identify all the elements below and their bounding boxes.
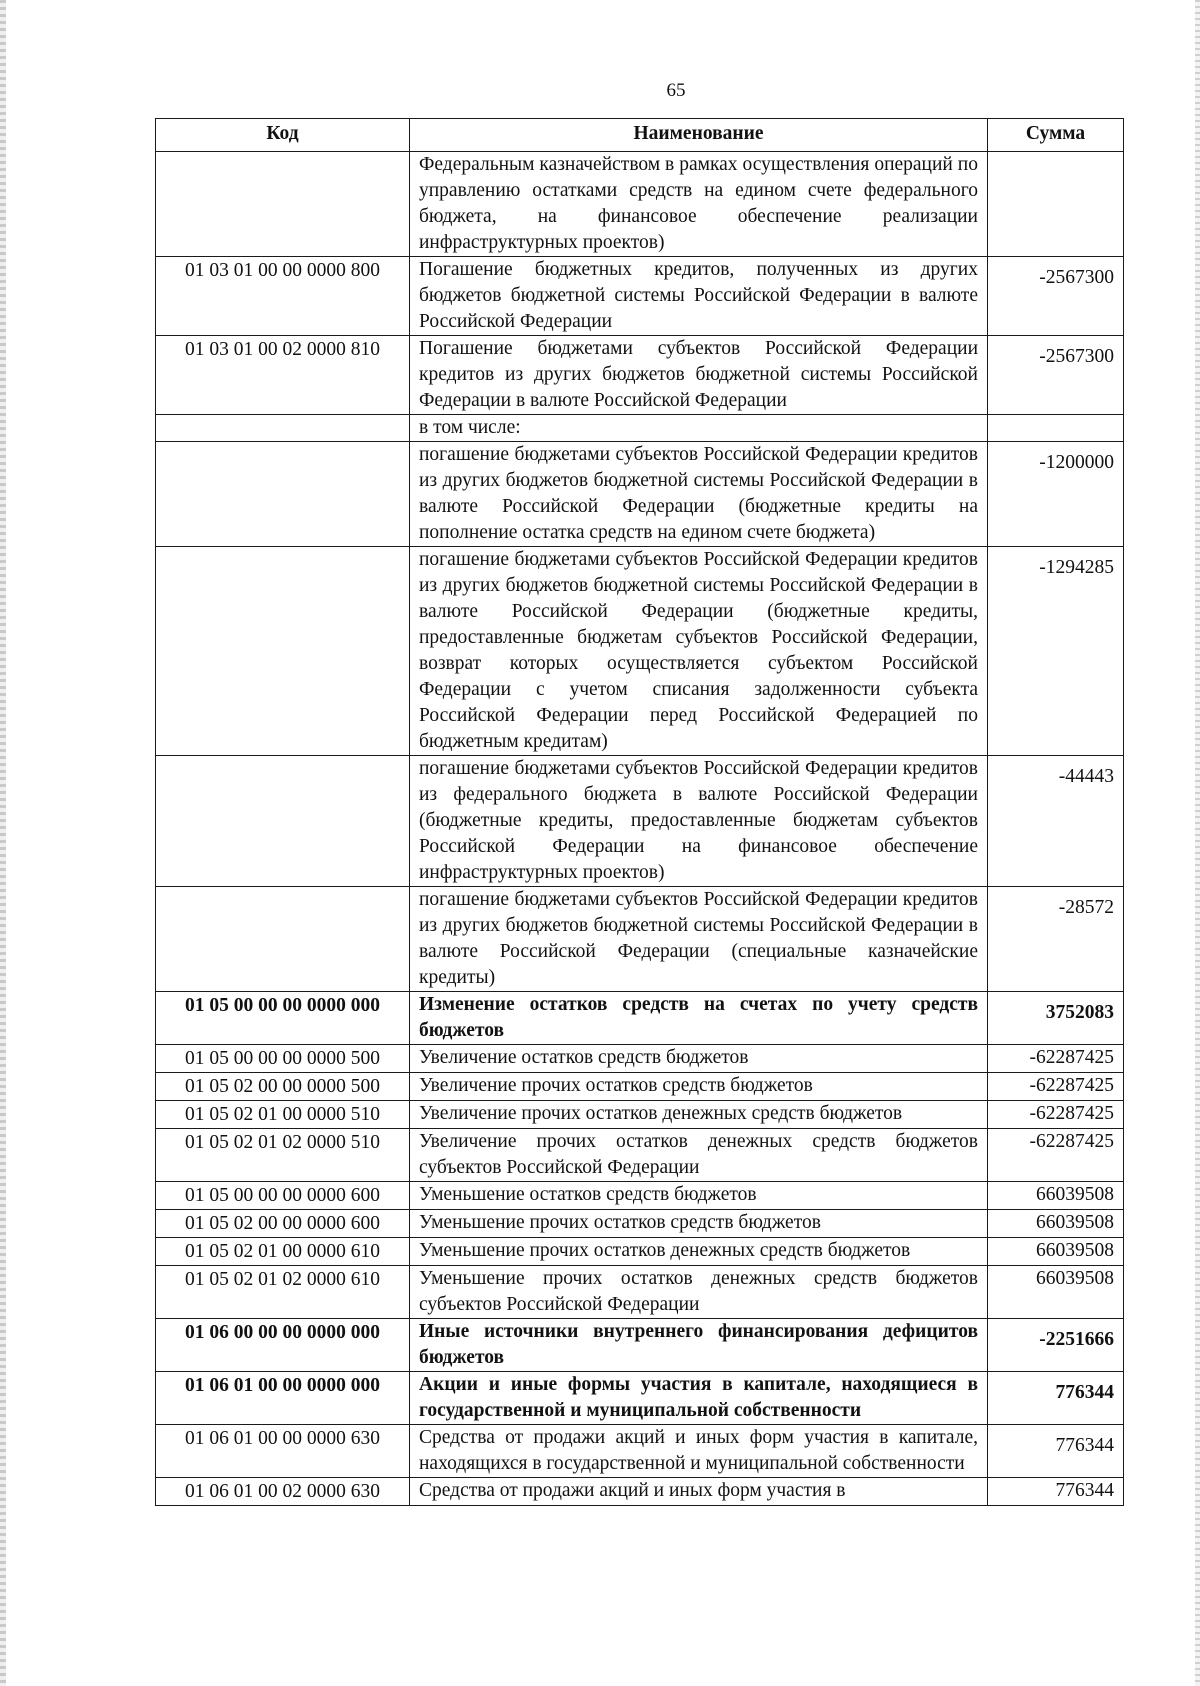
- table-row: [156, 1101, 1124, 1129]
- row-sum: 66039508: [988, 1210, 1124, 1238]
- table-row: [156, 257, 1124, 336]
- row-sum: 776344: [988, 1478, 1124, 1506]
- table-body: [156, 152, 1124, 1506]
- row-code: [156, 887, 410, 992]
- scan-left-edge: [0, 0, 6, 1686]
- row-name: погашение бюджетами субъектов Российской Федерации кредитов из других бюджетов бюджетной системы Российской Федерации в валюте Российской Федерации (бюджетные кредиты на пополнение остатка средств на едином счете бюджета): [410, 442, 988, 547]
- header-name: Наименование: [410, 119, 988, 152]
- row-sum: -1200000: [988, 442, 1124, 547]
- table-row: [156, 992, 1124, 1045]
- row-sum: 66039508: [988, 1266, 1124, 1319]
- table-row: [156, 1210, 1124, 1238]
- row-sum: -44443: [988, 756, 1124, 887]
- row-name: Изменение остатков средств на счетах по учету средств бюджетов: [410, 992, 988, 1045]
- row-sum: -62287425: [988, 1129, 1124, 1182]
- table-row: [156, 1182, 1124, 1210]
- header-code: Код: [156, 119, 410, 152]
- row-sum: -2251666: [988, 1319, 1124, 1372]
- row-code: 01 03 01 00 00 0000 800: [156, 257, 410, 336]
- row-name: Иные источники внутреннего финансирования дефицитов бюджетов: [410, 1319, 988, 1372]
- row-name: Уменьшение прочих остатков средств бюджетов: [410, 1210, 988, 1238]
- row-name: погашение бюджетами субъектов Российской Федерации кредитов из федерального бюджета в валюте Российской Федерации (бюджетные кредиты, предоставленные бюджетам субъектов Российской Федерации на финансовое обеспечение инфраструктурных проектов): [410, 756, 988, 887]
- row-sum: 3752083: [988, 992, 1124, 1045]
- row-name: Средства от продажи акций и иных форм участия в капитале, находящихся в государственной и муниципальной собственности: [410, 1425, 988, 1478]
- scan-right-edge: [1195, 0, 1200, 1686]
- table-row: [156, 1073, 1124, 1101]
- table-row: [156, 887, 1124, 992]
- table-row: [156, 547, 1124, 756]
- table-row: [156, 442, 1124, 547]
- row-code: [156, 756, 410, 887]
- row-sum: -28572: [988, 887, 1124, 992]
- table-row: [156, 152, 1124, 257]
- row-code: 01 06 01 00 02 0000 630: [156, 1478, 410, 1506]
- header-sum: Сумма: [988, 119, 1124, 152]
- table-row: [156, 1266, 1124, 1319]
- table-row: [156, 1238, 1124, 1266]
- table-row: [156, 1478, 1124, 1506]
- row-sum: [988, 152, 1124, 257]
- row-name: Увеличение прочих остатков денежных средств бюджетов субъектов Российской Федерации: [410, 1129, 988, 1182]
- table-header-row: [156, 119, 1124, 152]
- row-code: [156, 152, 410, 257]
- row-code: [156, 415, 410, 442]
- row-sum: -1294285: [988, 547, 1124, 756]
- row-sum: -62287425: [988, 1045, 1124, 1073]
- row-name: Уменьшение прочих остатков денежных средств бюджетов: [410, 1238, 988, 1266]
- table-row: [156, 1319, 1124, 1372]
- row-code: 01 06 00 00 00 0000 000: [156, 1319, 410, 1372]
- table-row: [156, 415, 1124, 442]
- row-name: Увеличение прочих остатков денежных средств бюджетов: [410, 1101, 988, 1129]
- table-row: [156, 1045, 1124, 1073]
- row-name: Увеличение остатков средств бюджетов: [410, 1045, 988, 1073]
- row-name: Уменьшение прочих остатков денежных средств бюджетов субъектов Российской Федерации: [410, 1266, 988, 1319]
- table-row: [156, 1425, 1124, 1478]
- row-name: Погашение бюджетами субъектов Российской Федерации кредитов из других бюджетов бюджетной системы Российской Федерации в валюте Российской Федерации: [410, 336, 988, 415]
- page-number: 65: [666, 80, 686, 101]
- budget-sources-table: [155, 118, 1124, 1506]
- row-sum: [988, 415, 1124, 442]
- row-name: Акции и иные формы участия в капитале, находящиеся в государственной и муниципальной собственности: [410, 1372, 988, 1425]
- table-row: [156, 1129, 1124, 1182]
- row-name: Погашение бюджетных кредитов, полученных из других бюджетов бюджетной системы Российской Федерации в валюте Российской Федерации: [410, 257, 988, 336]
- row-code: 01 05 02 01 00 0000 510: [156, 1101, 410, 1129]
- row-sum: -62287425: [988, 1101, 1124, 1129]
- row-sum: 66039508: [988, 1182, 1124, 1210]
- row-code: 01 06 01 00 00 0000 630: [156, 1425, 410, 1478]
- row-code: 01 05 02 01 02 0000 610: [156, 1266, 410, 1319]
- row-name: погашение бюджетами субъектов Российской Федерации кредитов из других бюджетов бюджетной системы Российской Федерации в валюте Российской Федерации (специальные казначейские кредиты): [410, 887, 988, 992]
- row-sum: -2567300: [988, 336, 1124, 415]
- row-code: 01 05 00 00 00 0000 600: [156, 1182, 410, 1210]
- row-sum: 66039508: [988, 1238, 1124, 1266]
- row-name: Федеральным казначейством в рамках осуществления операций по управлению остатками средств на едином счете федерального бюджета, на финансовое обеспечение реализации инфраструктурных проектов): [410, 152, 988, 257]
- row-code: 01 05 02 01 00 0000 610: [156, 1238, 410, 1266]
- row-name: Уменьшение остатков средств бюджетов: [410, 1182, 988, 1210]
- row-code: [156, 442, 410, 547]
- row-name: Средства от продажи акций и иных форм участия в: [410, 1478, 988, 1506]
- row-name: погашение бюджетами субъектов Российской Федерации кредитов из других бюджетов бюджетной системы Российской Федерации в валюте Российской Федерации (бюджетные кредиты, предоставленные бюджетам субъектов Российской Федерации, возврат которых осуществляется субъектом Российской Федерации с учетом списания задолженности субъекта Российской Федерации перед Российской Федерацией по бюджетным кредитам): [410, 547, 988, 756]
- row-code: 01 06 01 00 00 0000 000: [156, 1372, 410, 1425]
- row-name: Увеличение прочих остатков средств бюджетов: [410, 1073, 988, 1101]
- row-sum: -2567300: [988, 257, 1124, 336]
- row-code: 01 03 01 00 02 0000 810: [156, 336, 410, 415]
- row-sum: 776344: [988, 1372, 1124, 1425]
- row-code: 01 05 02 01 02 0000 510: [156, 1129, 410, 1182]
- row-sum: 776344: [988, 1425, 1124, 1478]
- table-row: [156, 336, 1124, 415]
- row-sum: -62287425: [988, 1073, 1124, 1101]
- table-row: [156, 1372, 1124, 1425]
- table-row: [156, 756, 1124, 887]
- row-code: 01 05 00 00 00 0000 500: [156, 1045, 410, 1073]
- row-name: в том числе:: [410, 415, 988, 442]
- row-code: 01 05 02 00 00 0000 500: [156, 1073, 410, 1101]
- row-code: [156, 547, 410, 756]
- row-code: 01 05 02 00 00 0000 600: [156, 1210, 410, 1238]
- row-code: 01 05 00 00 00 0000 000: [156, 992, 410, 1045]
- budget-sources-table-container: [155, 118, 1123, 1506]
